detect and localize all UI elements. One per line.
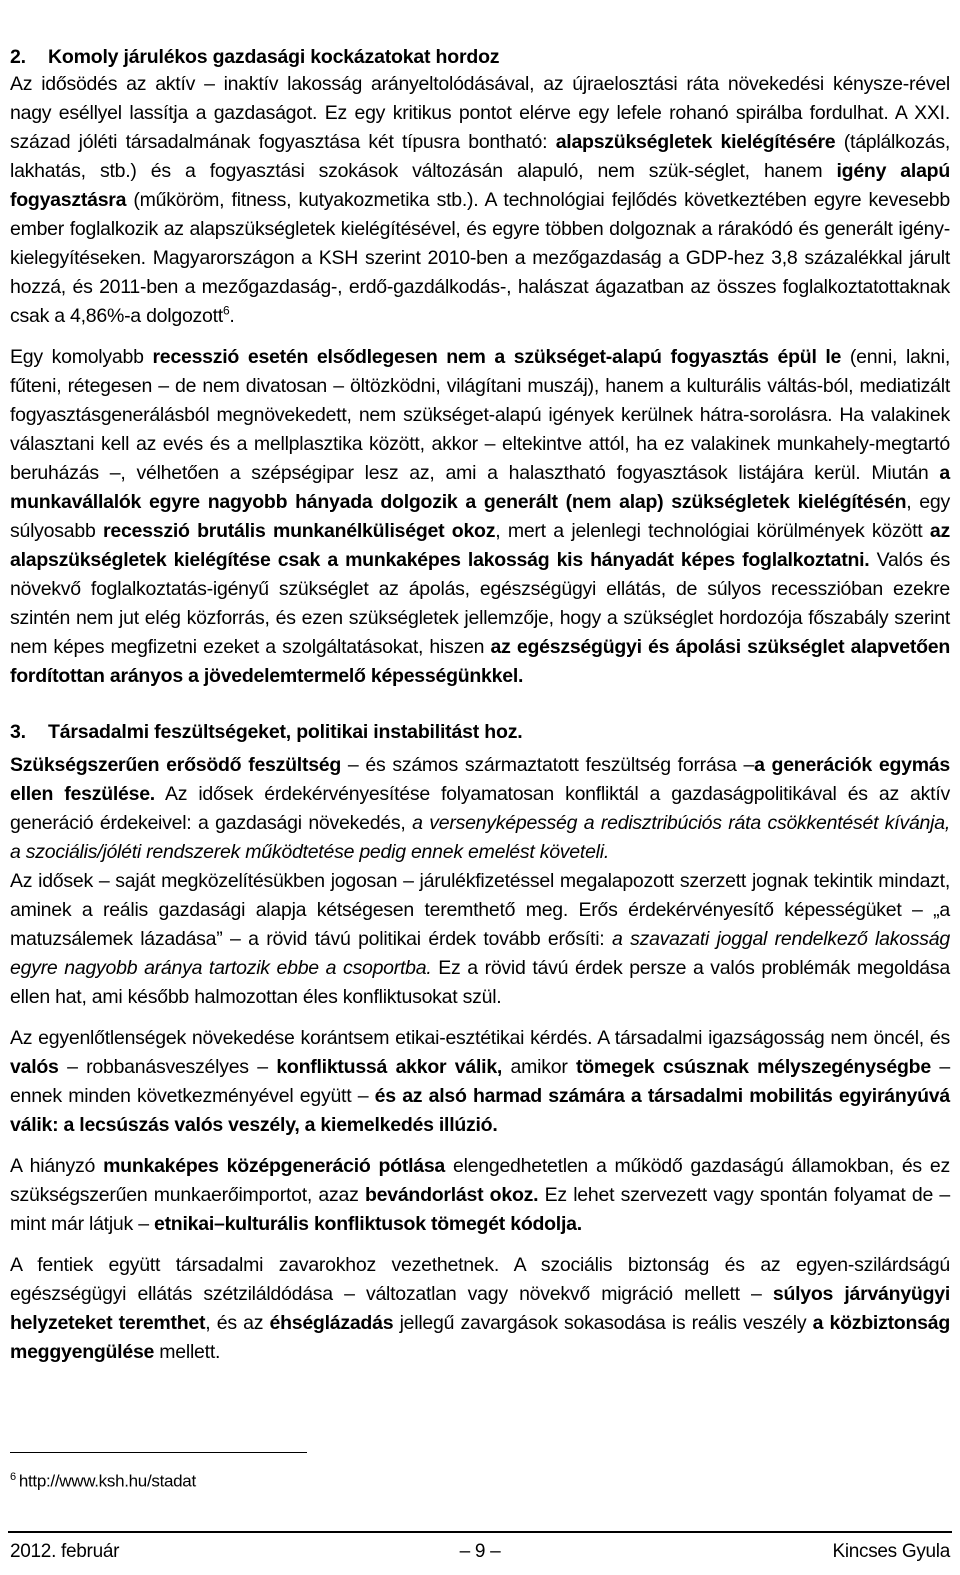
text: Valós és növekvő foglalkoztatás-igényű szükséglet az ápolás, egészségügyi ellátás, de súlyos recesszióban ezekre szintén nem jut elég közforrás, és ezen szükségletek jellemzője, hogy a szükséglet hordozója főszabály szerint nem képes megfizetni ezeket a szolgáltatásokat, hiszen [10,549,951,658]
emphasis: bevándorlást okoz. [364,1184,539,1206]
page-number: – 9 – [459,1541,501,1562]
section-3-heading [10,719,950,745]
text: A fentiek együtt társadalmi zavarokhoz vezethetnek. A szociális biztonság és az egyen-szilárdságú egészségügyi ellátás szétziláldódása – változatlan vagy növekvő migráció mellett – [10,1254,950,1305]
document-body [10,44,950,1367]
text: jellegű zavargások sokasodása is reális veszély [393,1312,813,1334]
footnote-ref[interactable]: 6 [222,303,230,318]
emphasis: a közbiztonság meggyengülése [10,1312,950,1363]
section-number: 3. [10,721,26,743]
section-title: Társadalmi feszültségeket, politikai instabilitást hoz. [48,721,523,743]
text: Egy komolyabb [10,346,153,368]
text: Az egyenlőtlenségek növekedése korántsem etikai-esztétikai kérdés. A társadalmi igazságosság nem öncél, és [10,1027,950,1049]
emphasis: a generációk egymás ellen feszülése. [10,754,950,805]
italic-text: a szavazati joggal rendelkező lakosság egyre nagyobb aránya tartozik ebbe a csoportba. [10,928,951,979]
paragraph [10,70,950,331]
paragraph [10,1152,950,1239]
text: – és számos származtatott feszültség forrása – [341,754,755,776]
emphasis: tömegek csúsznak mélyszegénységbe [576,1056,931,1078]
text: Az idősödés az aktív – inaktív lakosság arányeltolódásával, az újraelosztási ráta növekedési kénysze-rével nagy eséllyel lassítja a gazdaságot. Ez egy kritikus pontot elérve egy lefele rohanó spirálba fordulhat. A XXI. század jóléti társadalmának fogyasztása két típusra bontható: [10,73,950,153]
paragraph [10,1024,950,1140]
text: elengedhetetlen a működő gazdaságú államokban, és ez szükségszerűen munkaerőimportot, azaz [10,1155,950,1206]
emphasis: alapszükségletek kielégítésére [555,131,836,153]
text: , mert a jelenlegi technológiai körülmények között [495,520,930,542]
footer-divider [8,1531,952,1533]
text: Az idősek – saját megközelítésükben jogosan – járulékfizetéssel megalapozott szerzett jognak tekintik mindazt, aminek a reális gazdasági alapja kétségesen teremthető meg. Erős érdekérvényesítő képességüket – „a matuzsálemek lázadása” – a rövid távú politikai érdek tovább erősíti: [10,870,950,950]
section-number: 2. [10,46,26,68]
text: Ez a rövid távú érdek persze a valós problémák megoldása ellen hat, ami később halmozottan éles konfliktusokat szül. [10,957,950,1008]
text: amikor [502,1056,577,1078]
paragraph [10,751,950,1012]
emphasis: éhséglázadás [269,1312,394,1334]
text: (táplálkozás, lakhatás, stb.) és a fogyasztási szokások változásán alapuló, nem szük-séglet, hanem [10,131,951,182]
page-footer [10,1541,950,1567]
text: Ez lehet szervezett vagy spontán folyamat de – mint már látjuk – [10,1184,951,1235]
text: – ennek minden következményével együtt – [10,1056,950,1107]
emphasis: súlyos járványügyi helyzeteket teremthet [10,1283,950,1334]
italic-text: a versenyképesség a redisztribúciós ráta csökkentését kívánja, a szociális/jóléti rendszerek működtetése pedig ennek emelést követeli. [10,812,950,863]
text: Az idősek érdekérvényesítése folyamatosan konfliktál a gazdaságpolitikával és az aktív generáció érdekeivel: a gazdasági növekedés, [10,783,950,834]
emphasis: valós [10,1056,59,1078]
emphasis: az alapszükségletek kielégítése csak a munkaképes lakosság kis hányadát képes foglalkoztatni. [10,520,951,571]
text: (műköröm, fitness, kutyakozmetika stb.). A technológiai fejlődés következtében egyre kevesebb ember foglalkozik az alapszükségletek kielégítésével, és egyre többen dolgoznak a rárakódó és generált igény-kielegyítéseken. Magyarországon a KSH szerint 2010-ben a mezőgazdaság a GDP-hez 3,8 százalékkal járult hozzá, és 2011-ben a mezőgazdaság-, erdő-gazdálkodás-, halászat ágazatban az összes foglalkoztatottaknak csak a 4,86%-a dolgozott [10,189,950,327]
emphasis: recesszió brutális munkanélküliséget okoz [103,520,496,542]
section-title: Komoly járulékos gazdasági kockázatokat hordoz [48,46,500,68]
footer-author: Kincses Gyula [832,1541,950,1562]
emphasis: Szükségszerűen erősödő feszültség [10,754,342,776]
emphasis: konfliktussá akkor válik, [276,1056,503,1078]
footnote [10,1471,196,1492]
emphasis: az egészségügyi és ápolási szükséglet alapvetően fordítottan arányos a jövedelemtermelő képességünkkel. [10,636,951,687]
text: A hiányzó [10,1155,104,1177]
emphasis: és az alsó harmad számára a társadalmi mobilitás egyirányúvá válik: a lecsúszás valós veszély, a kiemelkedés illúzió. [10,1085,950,1136]
emphasis: igény alapú fogyasztásra [10,160,950,211]
emphasis: munkaképes középgeneráció pótlása [103,1155,446,1177]
text: . [229,305,235,327]
text: , és az [205,1312,270,1334]
emphasis: a munkavállalók egyre nagyobb hányada dolgozik a generált (nem alap) szükségletek kielégítésén [10,462,950,513]
footnote-divider [10,1452,307,1453]
section-2-heading [10,44,950,70]
text: , egy súlyosabb [10,491,950,542]
emphasis: recesszió esetén elsődlegesen nem a szükséget-alapú fogyasztás épül le [152,346,842,368]
text: mellett. [154,1341,221,1363]
footnote-link[interactable]: http://www.ksh.hu/stadat [18,1471,196,1491]
paragraph [10,343,950,691]
paragraph [10,1251,950,1367]
text: – robbanásveszélyes – [58,1056,277,1078]
emphasis: etnikai–kulturális konfliktusok tömegét kódolja. [153,1213,582,1235]
text: (enni, lakni, fűteni, rétegesen – de nem divatosan – öltözködni, világítani muszáj), hanem a kulturális váltás-ból, mediatizált fogyasztásgenerálásból megnövekedett, nem szükséget-alapú igények kerülnek hátra-sorolásra. Ha valakinek választani kell az evés és a mellplasztika között, akkor – eltekintve attól, ha ez valakinek munkahely-megtartó beruházás –, vélhetően a szépségipar lesz az, ami a halasztható fogyasztások listájára kerül. Miután [10,346,951,484]
footer-date: 2012. február [10,1541,120,1562]
footnote-number: 6 [10,1471,16,1483]
